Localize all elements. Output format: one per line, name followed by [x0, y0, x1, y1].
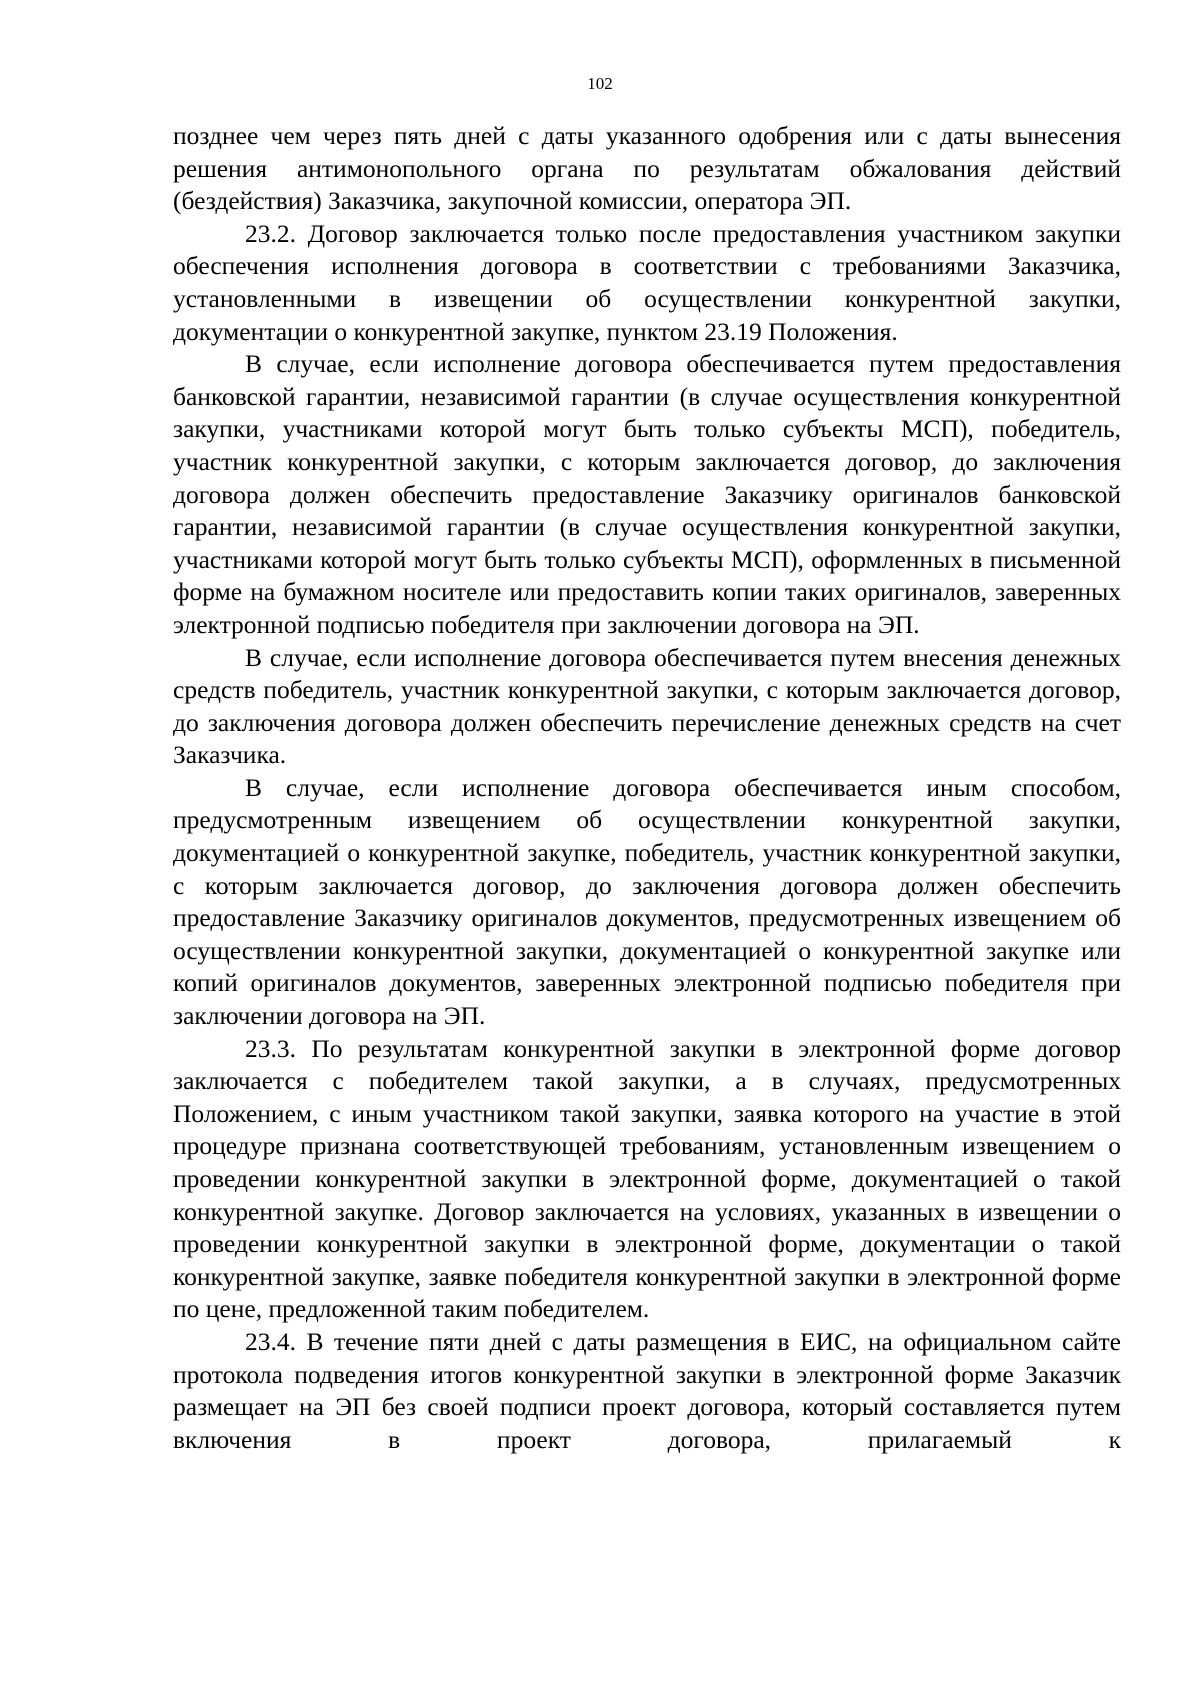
- document-body: [173, 120, 1121, 1456]
- page-number: 102: [587, 74, 613, 93]
- paragraph-bank-guarantee: В случае, если исполнение договора обеспечивается путем предоставления банковской гарантии, независимой гарантии (в случае осуществления конкурентной закупки, участниками которой могут быть только субъекты МСП), победитель, участник конкурентной закупки, с которым заключается договор, до заключения договора должен обеспечить предоставление Заказчику оригиналов банковской гарантии, независимой гарантии (в случае осуществления конкурентной закупки, участниками которой могут быть только субъекты МСП), оформленных в письменной форме на бумажном носителе или предоставить копии таких оригиналов, заверенных электронной подписью победителя при заключении договора на ЭП.: [173, 349, 1121, 639]
- paragraph-other-security: В случае, если исполнение договора обеспечивается иным способом, предусмотренным извещением об осуществлении конкурентной закупки, документацией о конкурентной закупке, победитель, участник конкурентной закупки, с которым заключается договор, до заключения договора должен обеспечить предоставление Заказчику оригиналов документов, предусмотренных извещением об осуществлении конкурентной закупки, документацией о конкурентной закупке или копий оригиналов документов, заверенных электронной подписью победителя при заключении договора на ЭП.: [173, 772, 1121, 1031]
- paragraph-continuation: позднее чем через пять дней с даты указанного одобрения или с даты вынесения решения антимонопольного органа по результатам обжалования действий (бездействия) Заказчика, закупочной комиссии, оператора ЭП.: [173, 121, 1121, 216]
- paragraph-clause-23-2: 23.2. Договор заключается только после предоставления участником закупки обеспечения исполнения договора в соответствии с требованиями Заказчика, установленными в извещении об осуществлении конкурентной закупки, документации о конкурентной закупке, пунктом 23.19 Положения.: [173, 218, 1121, 346]
- paragraph-cash-deposit: В случае, если исполнение договора обеспечивается путем внесения денежных средств победитель, участник конкурентной закупки, с которым заключается договор, до заключения договора должен обеспечить перечисление денежных средств на счет Заказчика.: [173, 642, 1121, 770]
- paragraph-clause-23-4: 23.4. В течение пяти дней с даты размещения в ЕИС, на официальном сайте протокола подведения итогов конкурентной закупки в электронной форме Заказчик размещает на ЭП без своей подписи проект договора, который составляется путем включения в проект договора, прилагаемый к: [173, 1326, 1121, 1454]
- paragraph-clause-23-3: 23.3. По результатам конкурентной закупки в электронной форме договор заключается с победителем такой закупки, а в случаях, предусмотренных Положением, с иным участником такой закупки, заявка которого на участие в этой процедуре признана соответствующей требованиям, установленным извещением о проведении конкурентной закупки в электронной форме, документацией о такой конкурентной закупке. Договор заключается на условиях, указанных в извещении о проведении конкурентной закупки в электронной форме, документации о такой конкурентной закупке, заявке победителя конкурентной закупки в электронной форме по цене, предложенной таким победителем.: [173, 1033, 1121, 1324]
